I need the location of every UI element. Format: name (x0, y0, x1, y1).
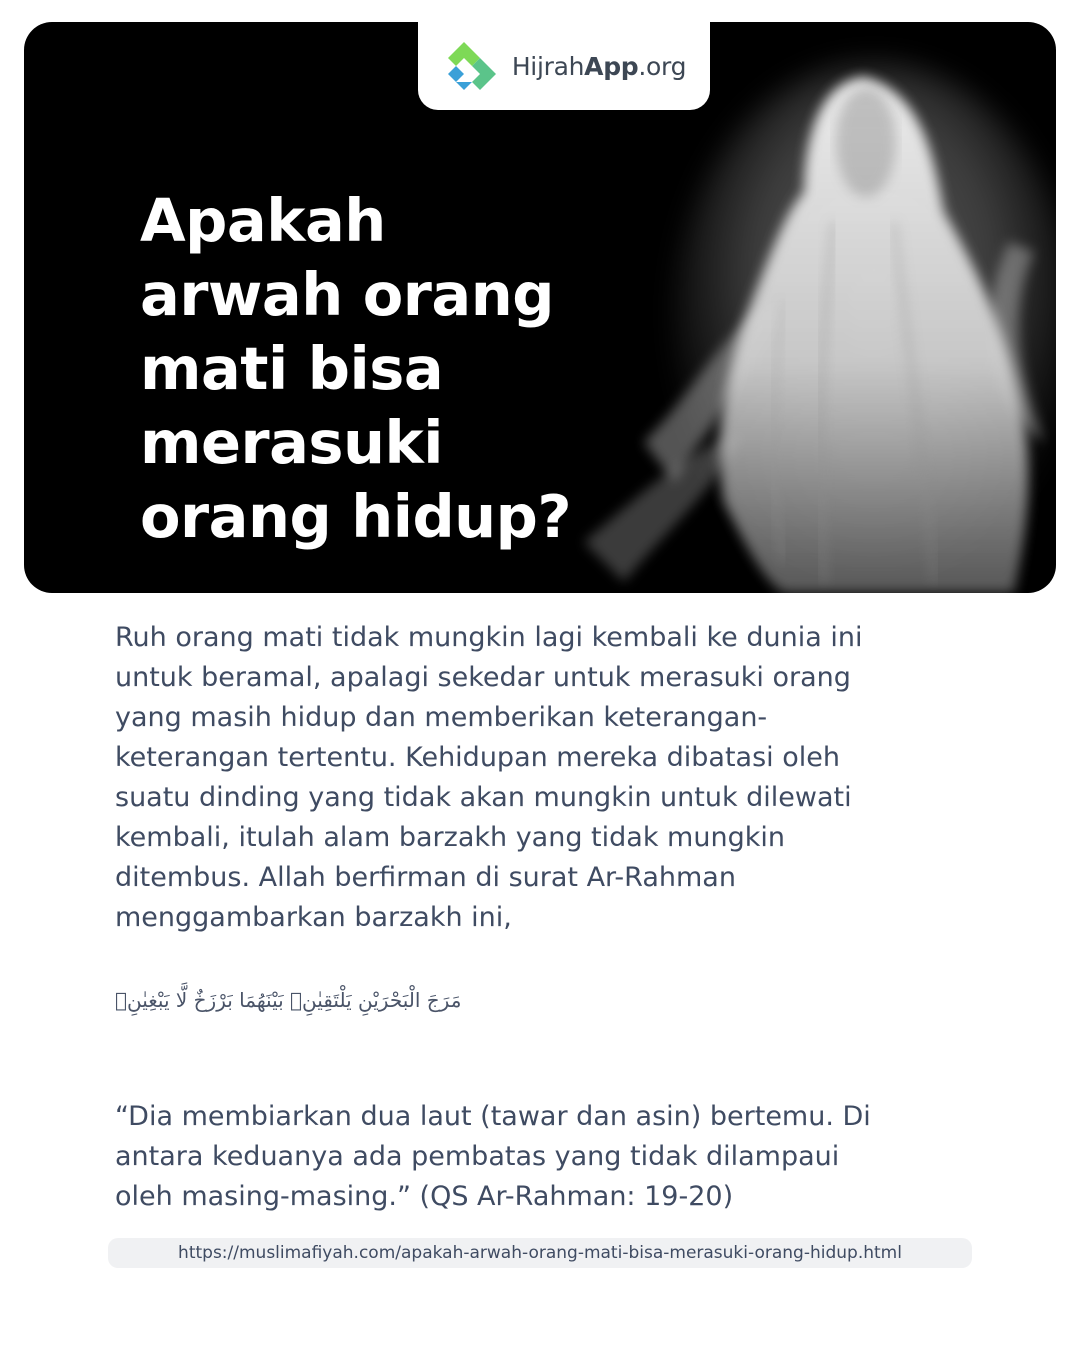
hero-title-line: mati bisa (140, 334, 444, 403)
hero-title-line: Apakah (140, 186, 386, 255)
translation-quote (115, 1097, 965, 1217)
quote-line: oleh masing-masing.” (QS Ar-Rahman: 19-20) (115, 1181, 734, 1212)
source-link[interactable]: https://muslimafiyah.com/apakah-arwah-orang-mati-bisa-merasuki-orang-hidup.html (108, 1238, 972, 1268)
quote-line: “Dia membiarkan dua laut (tawar dan asin) bertemu. Di (115, 1101, 871, 1132)
hijrahapp-logo-icon (442, 36, 502, 96)
body-line: menggambarkan barzakh ini, (115, 902, 512, 933)
body-line: untuk beramal, apalagi sekedar untuk merasuki orang (115, 662, 851, 693)
arabic-verse: مَرَجَ الْبَحْرَيْنِ يَلْتَقِيٰنِۙ بَيْنَهُمَا بَرْزَخٌ لَّا يَبْغِيٰنِۚ (115, 988, 462, 1012)
body-line: Ruh orang mati tidak mungkin lagi kembali ke dunia ini (115, 622, 863, 653)
hero-title-line: merasuki (140, 408, 443, 477)
hero-title-line: orang hidup? (140, 482, 572, 551)
hero-title (140, 184, 620, 554)
logo-tab[interactable] (418, 22, 710, 110)
body-line: yang masih hidup dan memberikan keterangan- (115, 702, 768, 733)
body-line: kembali, itulah alam barzakh yang tidak mungkin (115, 822, 785, 853)
brand-name: HijrahApp.org (511, 51, 687, 81)
hero-banner (24, 22, 1056, 593)
body-line: suatu dinding yang tidak akan mungkin untuk dilewati (115, 782, 852, 813)
body-line: ditembus. Allah berfirman di surat Ar-Rahman (115, 862, 736, 893)
body-line: keterangan tertentu. Kehidupan mereka dibatasi oleh (115, 742, 840, 773)
body-paragraph (115, 618, 965, 938)
hero-title-line: arwah orang (140, 260, 554, 329)
quote-line: antara keduanya ada pembatas yang tidak dilampaui (115, 1141, 840, 1172)
